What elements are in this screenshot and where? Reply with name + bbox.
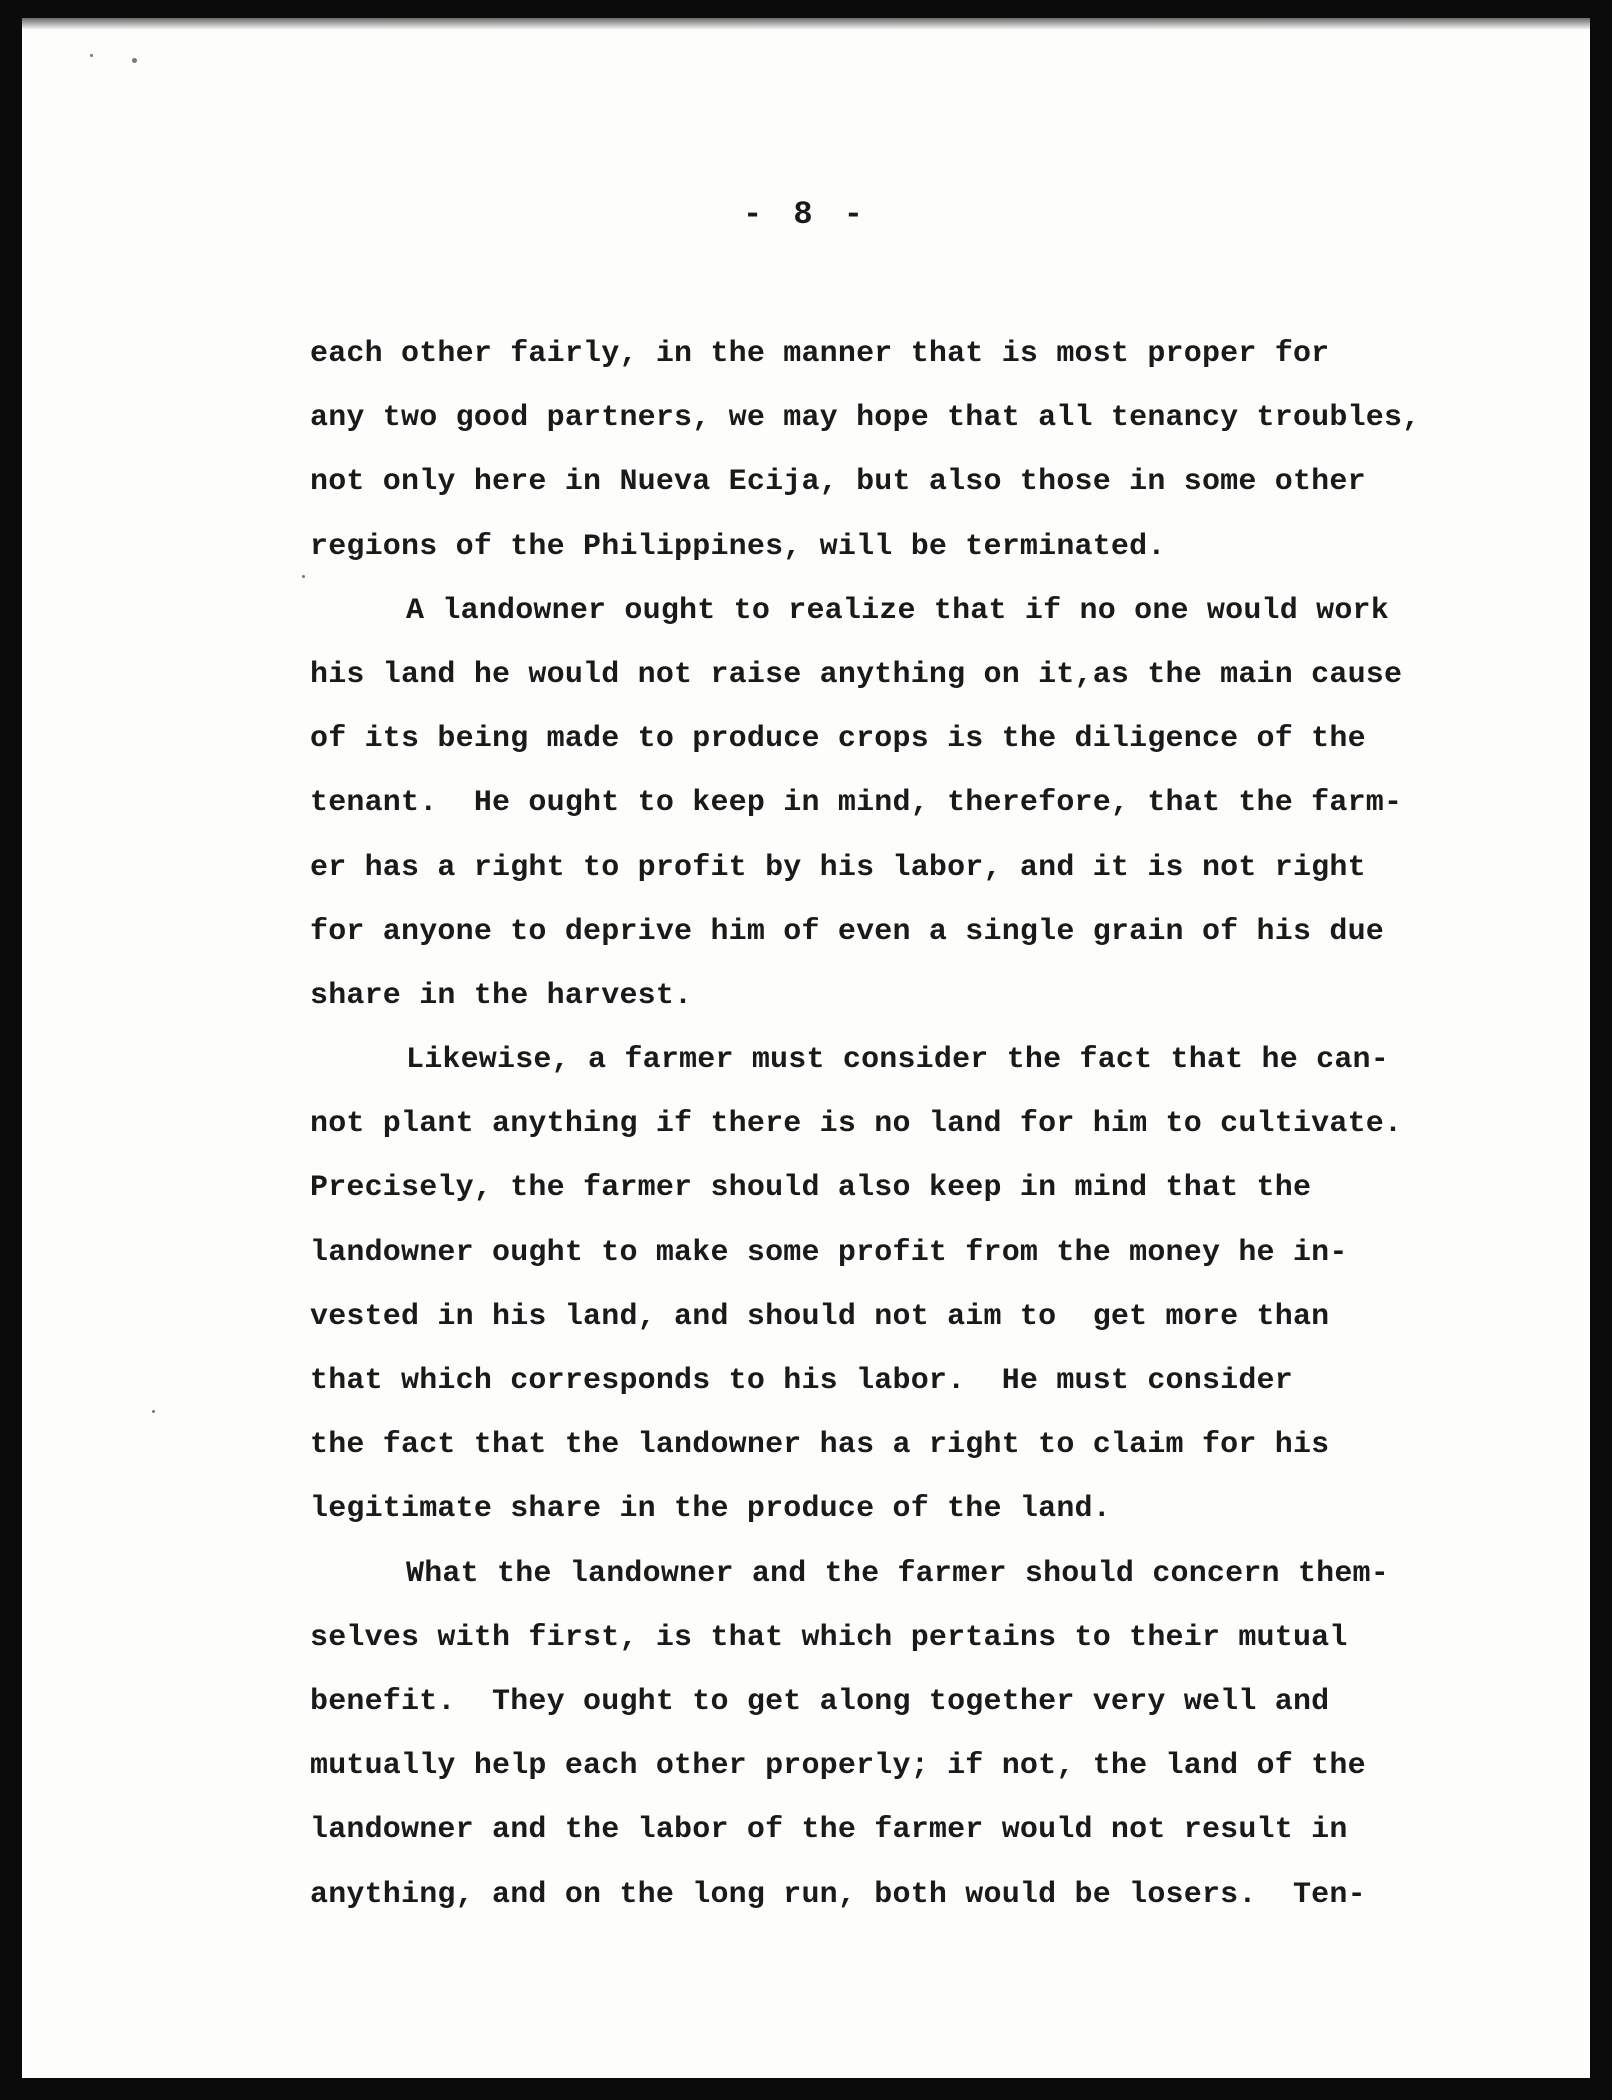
text-line: landowner ought to make some profit from the money he in-	[310, 1235, 1348, 1270]
text-line: any two good partners, we may hope that all tenancy troubles,	[310, 401, 1421, 436]
scan-speck	[132, 58, 137, 63]
text-line: regions of the Philippines, will be terminated.	[310, 529, 1166, 564]
text-line: anything, and on the long run, both would be losers. Ten-	[310, 1877, 1366, 1912]
document-body	[310, 322, 1490, 1927]
text-line: er has a right to profit by his labor, and it is not right	[310, 850, 1366, 885]
text-line: Precisely, the farmer should also keep in mind that the	[310, 1171, 1312, 1206]
text-line: selves with first, is that which pertains to their mutual	[310, 1620, 1348, 1655]
text-line: tenant. He ought to keep in mind, therefore, that the farm-	[310, 786, 1403, 821]
text-line: What the landowner and the farmer should concern them-	[406, 1556, 1389, 1591]
text-line: mutually help each other properly; if not, the land of the	[310, 1749, 1366, 1784]
text-line: Likewise, a farmer must consider the fact that he can-	[406, 1043, 1389, 1078]
text-line: for anyone to deprive him of even a single grain of his due	[310, 914, 1384, 949]
text-line: landowner and the labor of the farmer would not result in	[310, 1813, 1348, 1848]
text-line: legitimate share in the produce of the land.	[310, 1492, 1111, 1527]
text-line: his land he would not raise anything on it,as the main cause	[310, 657, 1403, 692]
text-line: benefit. They ought to get along together very well and	[310, 1684, 1330, 1719]
scan-edge-shadow	[22, 18, 1590, 30]
scan-speck	[152, 1410, 155, 1413]
text-line: each other fairly, in the manner that is most proper for	[310, 337, 1330, 371]
text-line: A landowner ought to realize that if no one would work	[406, 593, 1389, 628]
scan-speck	[90, 54, 93, 57]
scan-speck	[302, 575, 305, 578]
text-line: the fact that the landowner has a right to claim for his	[310, 1428, 1330, 1463]
text-line: of its being made to produce crops is the diligence of the	[310, 722, 1366, 757]
text-line: not plant anything if there is no land for him to cultivate.	[310, 1107, 1403, 1142]
text-line: vested in his land, and should not aim to get more than	[310, 1299, 1330, 1334]
text-line: not only here in Nueva Ecija, but also those in some other	[310, 465, 1366, 500]
page-number: - 8 -	[742, 196, 869, 233]
text-line: that which corresponds to his labor. He must consider	[310, 1364, 1293, 1398]
text-line: share in the harvest.	[310, 978, 693, 1013]
